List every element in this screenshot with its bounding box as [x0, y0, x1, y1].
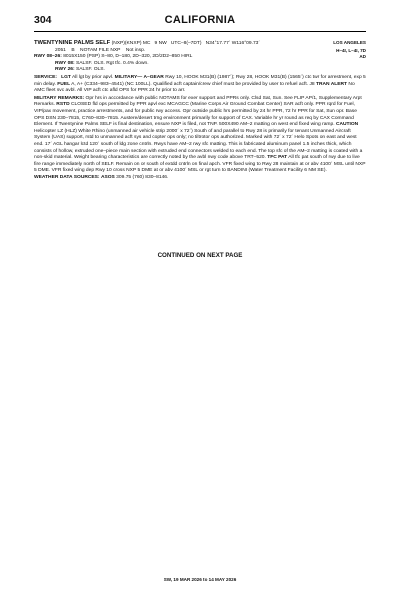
runway-26-label: RWY 26: [55, 67, 75, 73]
military-remarks-section [34, 96, 366, 175]
military-remarks-p3: Helicopter LZ (HLZ) White Rhino (unmanned air vehicle strip 2000´ x 72´) South of and parallel to Rwy 28 is primarily for tenant Unmanned Aircraft System (UAS) support, rstd to unmanned acft sys and copter ops only; no tiltrotor ops authorized. Marked with 72´ x 72´ Helo Spots on east and west end. 17´ AGL hangar lctd 120´ south of ldg zone cntrln. Rwys have AM–2 rwy sfc matting. This is fabricated aluminum panel 1.5 inches thick, which consists of hollow, extruded one–piece main section with extruded end connectors welded to each end. The top sfc of the AM–2 matting is coated with a non-skid material. Weight bearing characteristics are correctly noted by the avbl nwy code above TRT–520. [34, 128, 363, 161]
airport-name: TWENTYNINE PALMS SELF [34, 40, 111, 46]
airport-distance: 9 NW [154, 41, 167, 46]
notam-file: NOTAM FILE NXP [80, 47, 121, 53]
airport-ids: (NXP)(KNXP) MC [111, 41, 151, 46]
header-rule [34, 31, 366, 32]
state-title: CALIFORNIA [164, 14, 236, 26]
airport-utc: UTC–8(–7DT) [170, 41, 202, 46]
military-remarks-p1: Opr hrs in accordance with public NOTAMS for exer support and PPRs only. Clsd Sat, Sun. See FLIP AP/1, Supplementary Arpt Remarks. [34, 95, 362, 108]
airport-elevation: 2051 [55, 47, 66, 53]
chart-codes: H–4I, L–4I, 7D [336, 47, 366, 53]
military-remarks-p2: CLOSED fld ops permitted by PPR apvl exc MCAGCC (Marine Corps Air Ground Combat Center) SAR acft only. PPR rqrd for Fuel, VIP/pax movement, practice arrestments, and for public rwy access. Opr outside public hrs permitted by 24 hr PPR, 72 hr PPR for Sat, Sun opr. Base OPS DSN 230–7815, C760–830–7815. Austere/desert trng environment primarily for support of CAX. Variable hr yr round as req by CAX Command Element. If Twentynine Palms SELF is final destination, ensure NXP is filed, not TNP. 500X490 AM–2 matting on west end fixed wing ramp. [34, 102, 357, 128]
weather-label: WEATHER DATA SOURCES: [34, 174, 100, 180]
chart-name: LOS ANGELES [333, 40, 366, 45]
inspection-note: Not insp. [125, 47, 146, 53]
lgt-text: All lgt by prior apvl. [71, 74, 114, 80]
fuel-label: FUEL [57, 81, 71, 87]
military-remarks-label: MILITARY REMARKS: [34, 95, 85, 101]
runway-08-text: SALSF. OLS. Rgt tfc. 0.4% down. [76, 60, 149, 66]
airport-heading-row [34, 40, 366, 48]
tran-alert-text: No AMC fleet svc avbl. All VIP acft ctc afld OPS for PPR 24 hr prior to arr. [34, 81, 355, 94]
runway-08-label: RWY 08: [55, 60, 75, 66]
runway-label: RWY 08–26: [34, 54, 62, 60]
military-remarks-p4: All tfc pat south of rwy due to live fire range immediately north of SELF. Remain on or south of extdd cntrln on final apch. VFR fixed wing to Rwy 28 maintain at or abv 4100´ MSL until NXP 5 DME. VFR fixed wing dep Rwy 10 cross NXP 5 DME at or abv 4100´ MSL or rgt turn to BANDINI (Water Treatment Facility 6 NM SE). [34, 155, 366, 174]
service-label: SERVICE: [34, 74, 58, 80]
continued-notice: CONTINUED ON NEXT PAGE [157, 252, 243, 259]
tran-alert-label: TRAN ALERT [315, 81, 348, 87]
effective-dates-footer: SW, 19 MAR 2026 to 14 MAY 2026 [163, 577, 237, 582]
service-section [34, 75, 366, 95]
weather-text: 309.75 (760) 830–8146. [116, 174, 169, 180]
airport-entry [34, 40, 366, 181]
page-number: 304 [34, 14, 52, 26]
agear-label: A–GEAR [143, 74, 164, 80]
runway-row [34, 54, 366, 61]
weather-section [34, 175, 366, 182]
airport-beacon: B [71, 47, 75, 53]
chart-ad: AD [359, 54, 366, 60]
runway-26-text: SALSF. OLS. [76, 67, 105, 73]
tfc-pat-label: TFC PAT [267, 155, 288, 161]
asos-label: ASOS [100, 174, 115, 180]
airport-coords: N34°17.77´ W116°09.73´ [205, 41, 261, 46]
lgt-label: LGT [61, 74, 71, 80]
runway-26-row [34, 67, 366, 74]
military-label: MILITARY— [114, 74, 143, 80]
caution-label: CAUTION [335, 122, 359, 128]
page-header [34, 14, 366, 32]
fuel-text: A, A+ (C334–983–4541) (NC 100LL). Qualified acft captain/crew chief must be provided by user to refuel acft. J8 [71, 81, 315, 87]
agear-text: Rwy 10, HOOK M31(B) (1987´); Rwy 28, HOOK M31(B) (1565´) ctc twr for arrestment, exp 5 min delay. [34, 74, 366, 87]
rstd-label: RSTD [56, 102, 70, 108]
runway-text: 8015X150 (PSP) S–80, D–180, 2D–320, 2D/2D2–850 HIRL [63, 54, 193, 60]
